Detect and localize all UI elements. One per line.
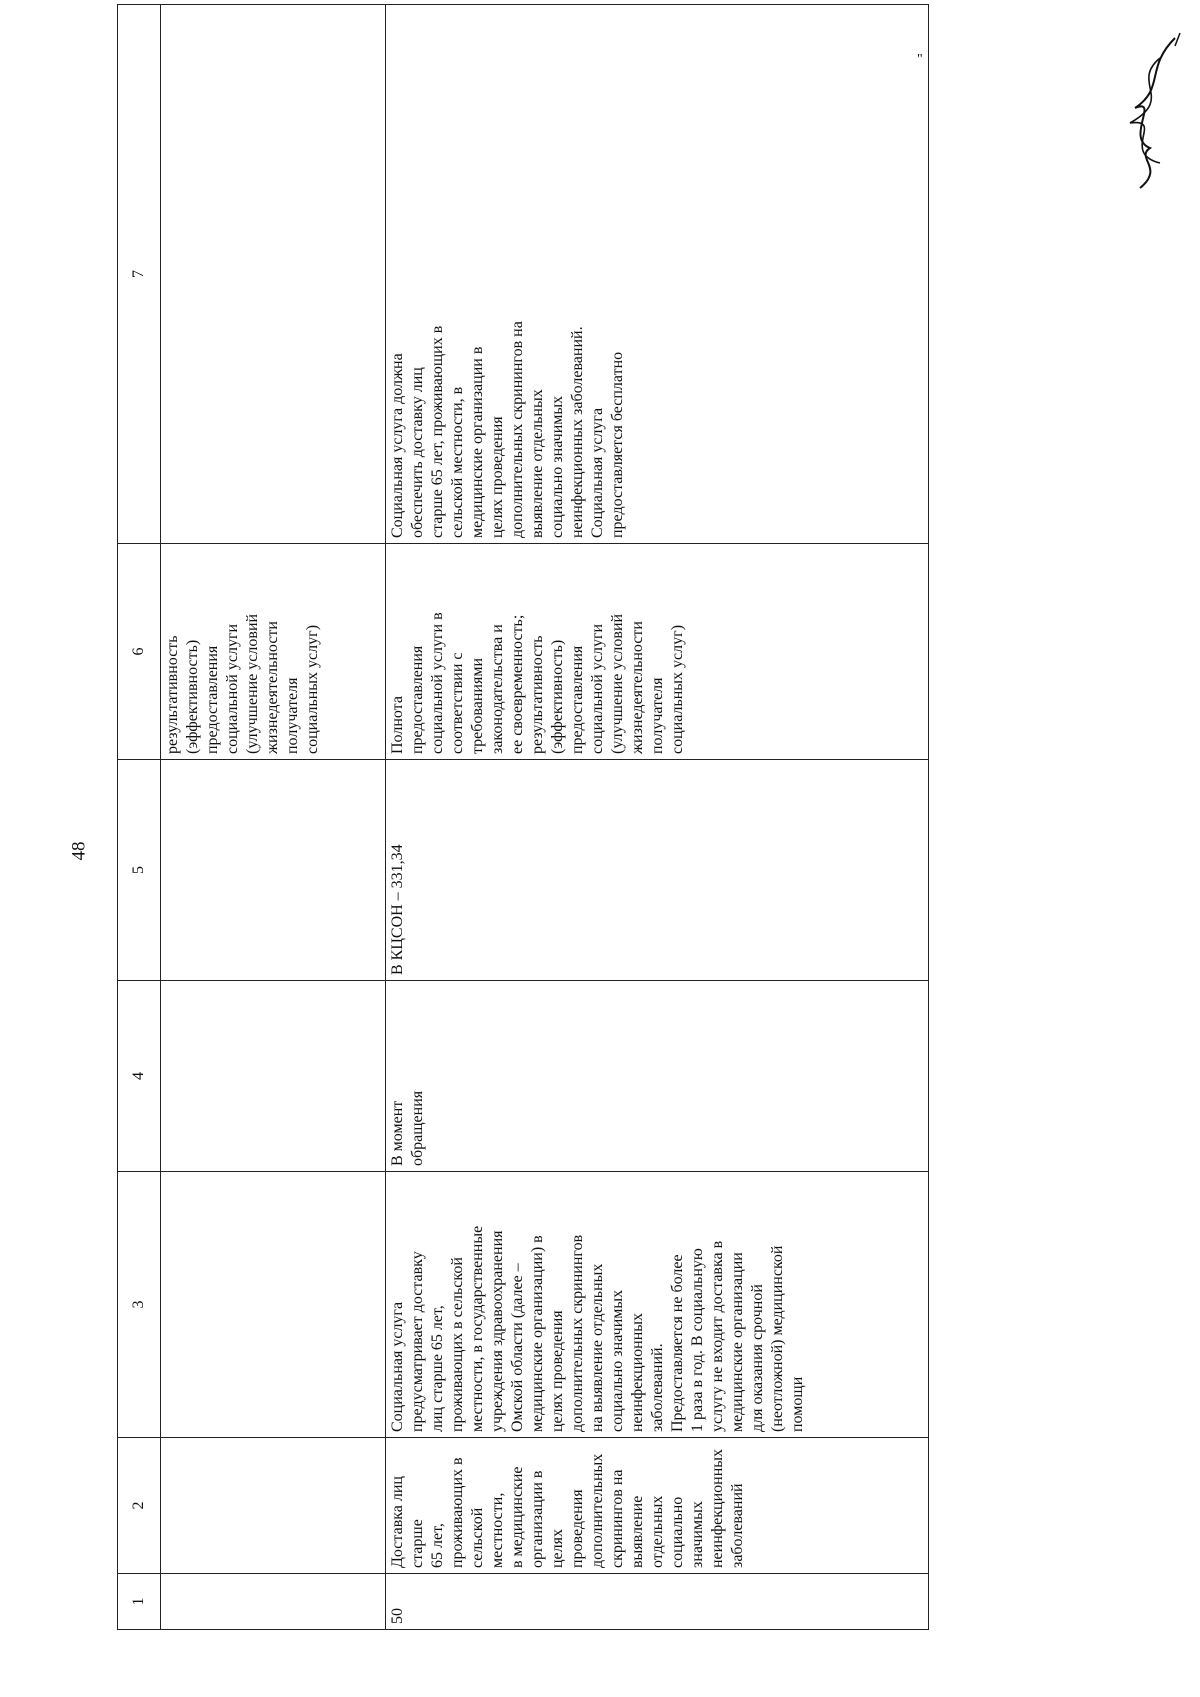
cell-line: услугу не входит доставка в (709, 1240, 726, 1432)
cell-line: социально значимых (609, 1289, 626, 1432)
cell-line: медицинские организации в (469, 346, 486, 538)
cell-line: результативность (529, 635, 546, 754)
header-col-3: 3 (118, 1172, 161, 1438)
cell-quality-indicators (161, 544, 386, 760)
cell-line: для оказания срочной (749, 1284, 766, 1432)
cell-line: предоставления (409, 645, 426, 754)
cell-line: жизнедеятельности (629, 621, 646, 754)
cell-line: Полнота (389, 696, 406, 754)
cell-line: Социальная услуга должна (389, 353, 406, 538)
cell-line: соответствии с (449, 652, 466, 754)
cell-line: выявление (629, 1495, 646, 1568)
cell-provision-conditions (386, 5, 929, 544)
cell-line: помощи (789, 1376, 806, 1432)
page-number: 48 (68, 841, 90, 861)
cell-empty (161, 981, 386, 1172)
cell-line: получателя (649, 677, 666, 754)
cell-line: обращения (409, 1090, 426, 1166)
cell-line: (улучшение условий (609, 613, 626, 754)
cell-line: (эффективность) (184, 639, 201, 754)
cell-line: требованиями (469, 657, 486, 754)
cell-service-description (386, 1172, 929, 1438)
cell-line: социальных услуг) (669, 624, 686, 754)
cell-line: учреждения здравоохранения (489, 1230, 506, 1432)
cell-line: социальной услуги в (429, 612, 446, 754)
cell-line: предоставления (204, 645, 221, 754)
header-col-2: 2 (118, 1438, 161, 1574)
cell-line: социально значимых (549, 395, 566, 538)
cell-line: жизнедеятельности (264, 621, 281, 754)
cell-line: социально значимых (669, 1496, 706, 1568)
cell-empty (161, 1574, 386, 1630)
cell-line: проживающих в (449, 1457, 466, 1568)
services-table (117, 82, 929, 1630)
cell-line: Предоставляется не более (669, 1254, 686, 1432)
cell-line: социальных услуг) (304, 624, 321, 754)
cell-tariff: В КЦСОН – 331,34 (386, 760, 929, 981)
cell-line: сельской местности, в (449, 386, 466, 538)
cell-line: целях проведения (549, 1310, 566, 1432)
cell-line: на выявление отдельных (589, 1263, 606, 1432)
cell-line: дополнительных скринингов на (509, 321, 526, 538)
cell-line: дополнительных скринингов (569, 1234, 586, 1432)
cell-line: Омской области (далее – (509, 1263, 526, 1432)
cell-line: проведения (569, 1489, 586, 1568)
cell-line: в медицинские (509, 1466, 526, 1568)
cell-line: 1 раза в год. В социальную (689, 1248, 706, 1432)
cell-line: Социальная услуга (589, 407, 606, 538)
cell-quality-indicators (386, 544, 929, 760)
cell-line: заболеваний (729, 1483, 746, 1568)
cell-line: выявление отдельных (529, 389, 546, 538)
cell-line: целях проведения (489, 416, 506, 538)
header-col-7: 7 (118, 5, 161, 544)
cell-line: законодательства и (489, 624, 506, 754)
cell-line: социальной услуги (224, 623, 241, 754)
cell-empty (161, 1172, 386, 1438)
header-col-5: 5 (118, 760, 161, 981)
corner-mark: " (917, 52, 923, 67)
cell-line: проживающих в сельской (449, 1257, 466, 1432)
cell-line: неинфекционных (629, 1312, 646, 1432)
cell-line: 65 лет, (429, 1523, 446, 1568)
cell-line: предоставления (569, 645, 586, 754)
cell-line: (эффективность) (549, 639, 566, 754)
cell-line: заболеваний. (649, 1343, 666, 1432)
table-header-row (118, 5, 161, 1630)
cell-line: дополнительных (589, 1453, 606, 1568)
cell-line: предусматривает доставку (409, 1251, 426, 1432)
cell-provision-timing (386, 981, 929, 1172)
table-row-continuation (161, 5, 386, 1630)
cell-line: получателя (284, 677, 301, 754)
cell-line: Социальная услуга (389, 1301, 406, 1432)
cell-line: лиц старше 65 лет, (429, 1305, 446, 1432)
cell-line: Доставка лиц старше (389, 1476, 426, 1568)
cell-line: неинфекционных заболеваний. (569, 326, 586, 538)
header-col-4: 4 (118, 981, 161, 1172)
cell-line: медицинские организации (729, 1252, 746, 1432)
handwritten-signature (1105, 28, 1195, 198)
cell-empty (161, 760, 386, 981)
table-row-50 (386, 5, 929, 1630)
cell-line: скринингов на (609, 1469, 626, 1568)
cell-line: предоставляется бесплатно (609, 351, 626, 538)
cell-line: (улучшение условий (244, 613, 261, 754)
cell-line: организации в целях (529, 1470, 566, 1568)
cell-empty (161, 5, 386, 544)
header-col-6: 6 (118, 544, 161, 760)
cell-row-number: 50 (386, 1574, 929, 1630)
cell-line: В момент (389, 1100, 406, 1166)
cell-service-name (386, 1438, 929, 1574)
cell-line: медицинские организации) в (529, 1235, 546, 1432)
cell-line: сельской местности, (469, 1492, 506, 1568)
cell-line: обеспечить доставку лиц (409, 367, 426, 538)
cell-empty (161, 1438, 386, 1574)
header-col-1: 1 (118, 1574, 161, 1630)
cell-line: старше 65 лет, проживающих в (429, 325, 446, 538)
cell-line: неинфекционных (709, 1448, 726, 1568)
cell-line: ее своевременность; (509, 614, 526, 754)
cell-line: отдельных (649, 1495, 666, 1568)
cell-line: социальной услуги (589, 623, 606, 754)
cell-line: (неотложной) медицинской (769, 1245, 786, 1432)
cell-line: местности, в государственные (469, 1225, 486, 1432)
cell-line: результативность (164, 635, 181, 754)
